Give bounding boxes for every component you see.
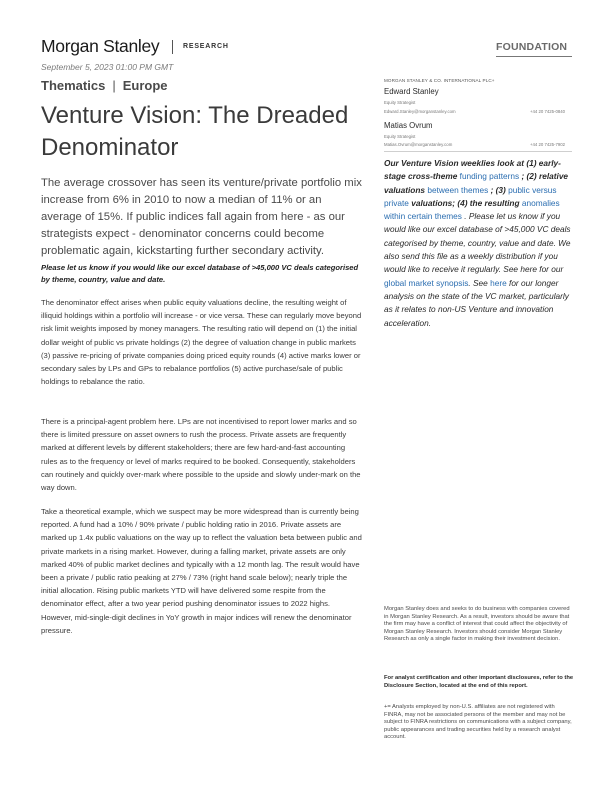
foundation-underline xyxy=(496,56,572,57)
promo-text: Our Venture Vision weeklies look at (1) early-stage cross-theme xyxy=(384,158,561,182)
disclosure-notice: For analyst certification and other important disclosures, refer to the Disclosure Section, located at the end of this report. xyxy=(384,675,574,689)
analyst-role: Equity Strategist xyxy=(384,100,416,105)
promo-text: ; (3) xyxy=(490,184,506,195)
section-label: RESEARCH xyxy=(183,43,229,50)
analyst-email-link[interactable]: Matias.Ovrum@morganstanley.com xyxy=(384,142,453,147)
promo-text: ; (2) relative valuations xyxy=(384,171,569,195)
promo-text: . Please let us know if you would like our excel database of >45,000 VC deals categorised by theme, country, value and date. We also send this file as a weekly distribution if you would like to receive it regularly. See here for our xyxy=(384,211,571,275)
promo-text: valuations; (4) the resulting xyxy=(411,197,520,208)
foundation-badge: FOUNDATION xyxy=(496,41,568,53)
report-category xyxy=(41,78,168,93)
firm-name: MORGAN STANLEY & CO. INTERNATIONAL PLC+ xyxy=(384,78,495,83)
venture-vision-promo xyxy=(384,157,572,330)
finra-footnote: += Analysts employed by non-U.S. affiliates are not registered with FINRA, may not be associated persons of the member and may not be subject to FINRA restrictions on communications with a subject company, public appearances and trading securities held by a research analyst account. xyxy=(384,704,572,741)
category-label: Thematics xyxy=(41,78,106,93)
analyst-name: Matias Ovrum xyxy=(384,121,433,130)
between-themes-link[interactable]: between themes xyxy=(427,184,489,195)
analyst-email-link[interactable]: Edward.Stanley@morganstanley.com xyxy=(384,109,456,114)
here-link[interactable]: here xyxy=(490,277,507,288)
promo-text: . See xyxy=(468,277,488,288)
global-market-synopsis-link[interactable]: global market synopsis xyxy=(384,277,469,288)
analyst-role: Equity Strategist xyxy=(384,134,416,139)
morgan-stanley-logo: Morgan Stanley xyxy=(41,36,160,56)
database-request: Please let us know if you would like our excel database of >45,000 VC deals categorised by theme, country, value and date. xyxy=(41,263,359,285)
sidebar-divider xyxy=(384,151,572,152)
conflict-disclaimer: Morgan Stanley does and seeks to do business with companies covered in Morgan Stanley Research. As a result, investors should be aware that the firm may have a conflict of interest that could affect the objectivity of Morgan Stanley Research. Investors should consider Morgan Stanley Research as only a single factor in making their investment decision. xyxy=(384,606,570,643)
category-separator: | xyxy=(112,78,116,93)
report-title: Venture Vision: The Dreaded Denominator xyxy=(41,102,349,161)
anomalies-link[interactable]: anomalies within certain themes xyxy=(384,197,560,222)
funding-patterns-link[interactable]: funding patterns xyxy=(459,171,520,182)
body-paragraph: Take a theoretical example, which we suspect may be more widespread than is currently being reported. A fund had a 10% / 90% private / public holding ratio in 2016. Private assets are marked up 1.4x public valuations on the way up to reflect the valuation beta between public and private markets in a rising market. However, during a falling market, private assets are only marked 40% of public market declines and typically with a 12 month lag. The result would have been a private / public ratio peaking at 27% / 73% (right hand scale below); nearly triple the initial allocation. Rising public markets YTD will have delivered some respite from the denominator effect, after a two year period pushing denominator issues to 2022 highs. However, mid-single-digit declines in YoY growth in major indices will renew the denominator pressure. xyxy=(41,507,362,635)
publish-date: September 5, 2023 01:00 PM GMT xyxy=(41,62,174,72)
summary-lede: The average crossover has seen its venture/private portfolio mix increase from 6% in 2010 to now a median of 11% or an average of 15%. If public indices fall again from here - as our strategists expect - denominator concerns could become problematic again, kickstarting further secondary activity. xyxy=(41,177,362,257)
body-paragraph: The denominator effect arises when public equity valuations decline, the resulting weight of illiquid holdings within a portfolio will increase - or vice versa. These can regularly move beyond risk limit weights imposed by money managers. The resulting ratio will depend on (1) the initial dollar weight of public vs private holdings (2) the degree of valuation change in public markets (3) passive re-pricing of private companies doing priced equity rounds (4) active marks lower or secondary sales by LPs and GPs to rebalance portfolios (5) active purchase/sale of public holdings to rebalance the ratio. xyxy=(41,298,362,387)
logo-divider xyxy=(172,40,173,54)
analyst-phone: +44 20 7425-0840 xyxy=(530,109,566,114)
body-paragraph: There is a principal-agent problem here. LPs are not incentivised to report lower marks and so there is limited pressure on asset owners to rush the process. Private assets are frequently marked at different levels by different stakeholders; there are few hard-and-fast accounting rules as to the frequency or level of marks required to be booked. Consequently, stakeholders can routinely and quickly over-mark where possible to the upside and slowly under-mark on the way down. xyxy=(41,417,361,493)
region-label: Europe xyxy=(122,78,168,93)
public-versus-private-link[interactable]: public versus private xyxy=(384,184,557,208)
promo-text: for our longer analysis on the state of the VC market, particularly as it relates to non-US Venture and innovation acceleration. xyxy=(384,277,569,328)
analyst-phone: +44 20 7425-7902 xyxy=(530,142,566,147)
analyst-name: Edward Stanley xyxy=(384,87,439,96)
